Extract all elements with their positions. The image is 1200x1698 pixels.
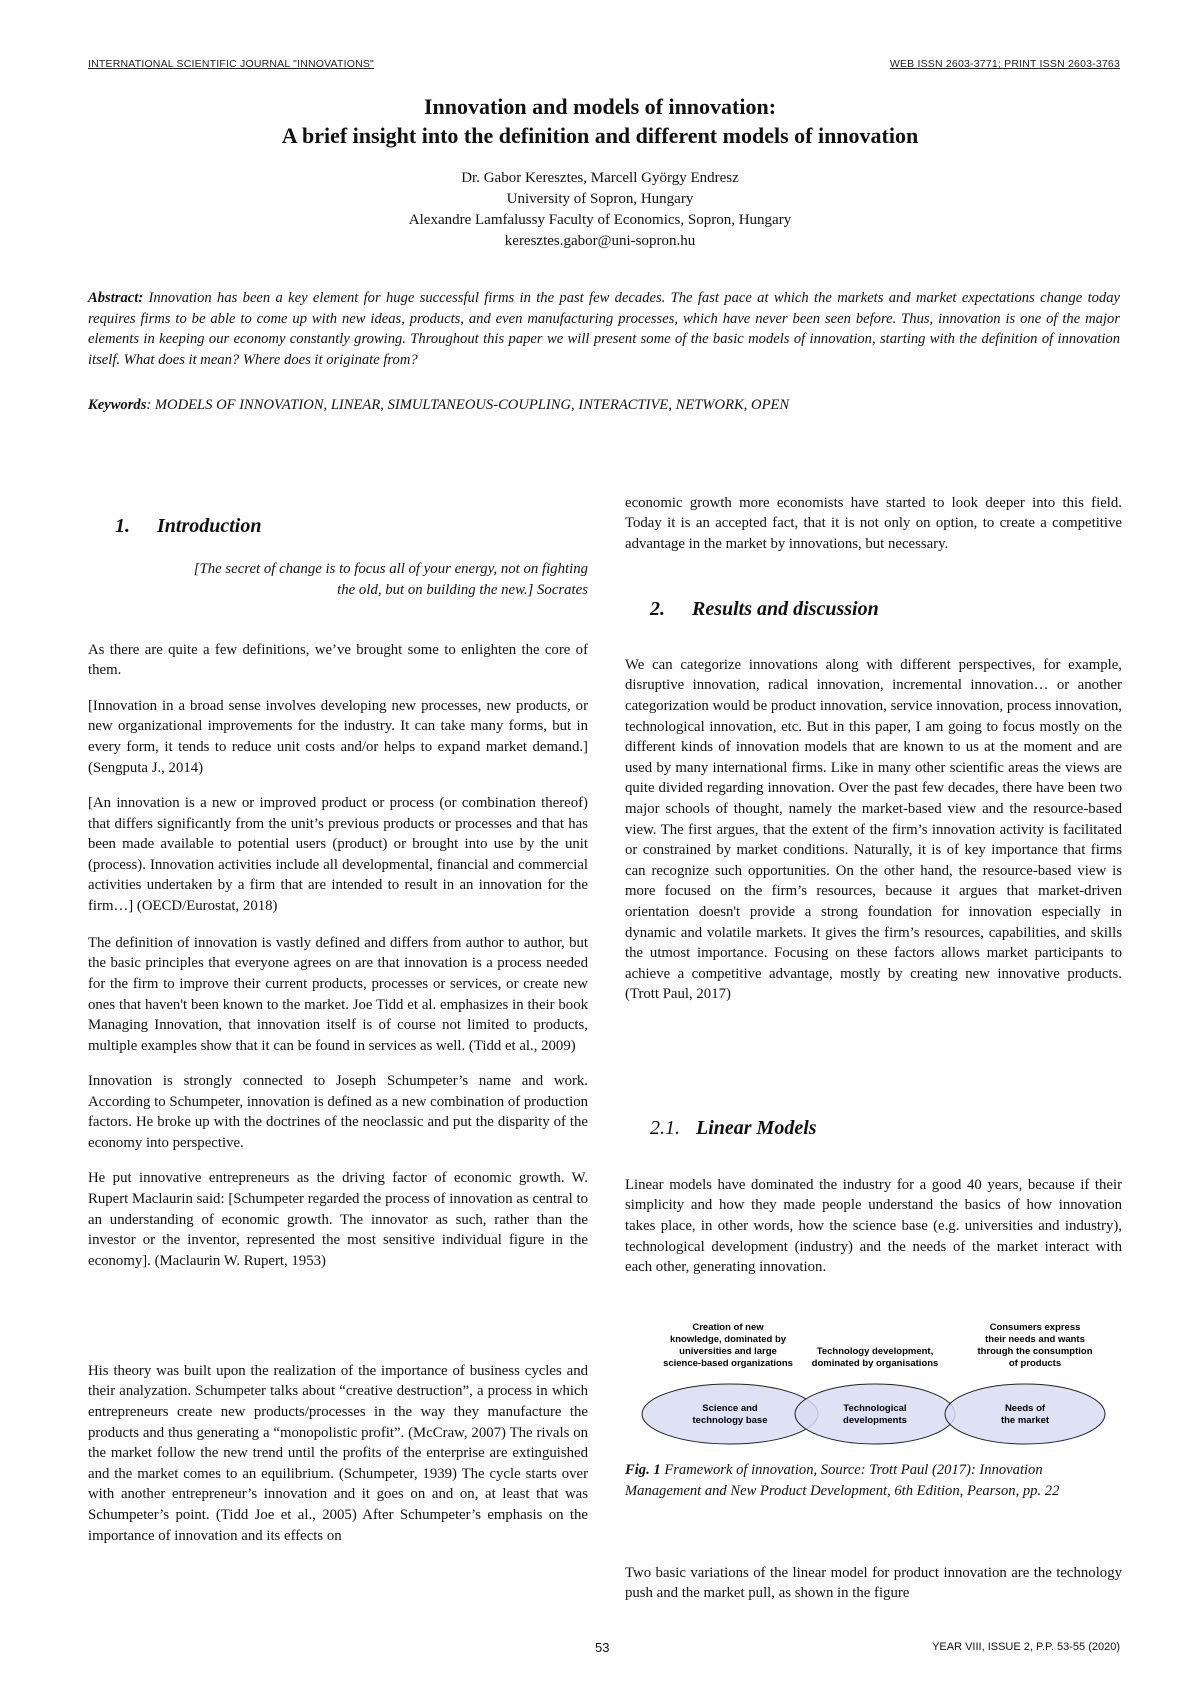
paragraph: Innovation is strongly connected to Joseph Schumpeter’s name and work. According to Schumpeter, innovation is defined as a new combination of production factors. He broke up with the doctrines of the neoclassic and put the disparity of the economy into perspective. [88, 1073, 588, 1151]
fig-text: developments [843, 1415, 907, 1426]
intro-body-1 [88, 625, 588, 931]
author-names: Dr. Gabor Keresztes, Marcell György Endresz [461, 170, 739, 186]
paper-title-line1: Innovation and models of innovation: [423, 94, 777, 119]
author-email: keresztes.gabor@uni-sopron.hu [504, 233, 696, 249]
section-number: 1. [115, 515, 130, 537]
section-title: Linear Models [696, 1117, 817, 1139]
paragraph: His theory was built upon the realization of the importance of business cycles and their analyzation. Schumpeter talks about “creative destruction”, a process in which entrepreneurs create new products/processes in the way they manufacture the products and thus generating a “monopolistic profit”. (McCraw, 2007) The rivals on the market follow the new trend until the profits of the enterprise are extinguished and the market comes to an equilibrium. (Schumpeter, 1939) The cycle starts over with another entrepreneur’s innovation and it goes on and on, at least that was Schumpeter’s point. (Tidd Joe et al., 2005) After Schumpeter’s emphasis on the importance of innovation and its effects on [88, 1362, 588, 1544]
fig-text: their needs and wants [985, 1334, 1085, 1345]
ellipse-market-needs [945, 1384, 1105, 1444]
intro-body-3 [88, 1346, 588, 1561]
section-number: 2. [650, 598, 665, 620]
page-number: 53 [595, 1640, 610, 1655]
section-heading-linear-models [650, 1117, 817, 1140]
linear-body [625, 1160, 1122, 1293]
paragraph: Two basic variations of the linear model for product innovation are the technology push and the market pull, as shown in the figure [625, 1564, 1122, 1602]
fig-text: through the consumption [977, 1346, 1093, 1357]
fig-text: Needs of [1004, 1403, 1046, 1414]
section-title: Introduction [157, 515, 262, 537]
paragraph: economic growth more economists have started to look deeper into this field. Today it is an accepted fact, that it is not only on option, to create a competitive advantage in the market by innovations, but necessary. [625, 494, 1122, 552]
paragraph: As there are quite a few definitions, we’ve brought some to enlighten the core of them. [88, 641, 588, 679]
framework-diagram [630, 1318, 1120, 1458]
author-affiliation-2: Alexandre Lamfalussy Faculty of Economics, Sopron, Hungary [408, 212, 792, 228]
running-header-left: INTERNATIONAL SCIENTIFIC JOURNAL "INNOVATIONS" [88, 58, 374, 70]
section-number: 2.1. [650, 1117, 680, 1139]
abstract-label: Abstract: [88, 290, 144, 306]
epigraph-quote [88, 559, 588, 601]
abstract-text: Innovation has been a key element for huge successful firms in the past few decades. The fast pace at which the markets and market expectations change today requires firms to be able to come up with new ideas, products, and even manufacturing processes, which have never been seen before. Thus, innovation is one of the major elements in keeping our economy constantly growing. Throughout this paper we will present some of the basic models of innovation, starting with the definition of innovation itself. What does it mean? Where does it originate from? [88, 290, 1120, 368]
fig-text: Creation of new [692, 1322, 764, 1333]
paragraph: [Innovation in a broad sense involves developing new processes, new products, or new organizational improvements for the industry. It can take many forms, but in every form, it tends to reduce unit costs and/or helps to expand market demand.] (Sengputa J., 2014) [88, 697, 588, 776]
paragraph: [An innovation is a new or improved product or process (or combination thereof) that differs significantly from the unit’s previous products or processes and that has been made available to potential users (product) or brought into use by the unit (process). Innovation activities include all developmental, financial and commercial activities undertaken by a firm that are intended to result in an innovation for the firm…] (OECD/Eurostat, 2018) [88, 794, 588, 914]
right-body-last [625, 1548, 1122, 1619]
keywords-label: Keywords [88, 397, 147, 413]
caption-text: Framework of innovation, Source: Trott Paul (2017): Innovation Management and New Product Development, 6th Edition, Pearson, pp. 22 [625, 1462, 1060, 1499]
fig-text: universities and large [679, 1346, 777, 1357]
abstract [88, 288, 1120, 370]
fig-text: Science and [702, 1403, 758, 1414]
results-body [625, 640, 1122, 1020]
running-header-right: WEB ISSN 2603-3771; PRINT ISSN 2603-3763 [889, 58, 1120, 70]
section-heading-introduction [115, 515, 261, 538]
fig-text: Consumers express [989, 1322, 1081, 1333]
figure-caption [625, 1460, 1115, 1502]
fig-text: knowledge, dominated by [669, 1334, 787, 1345]
fig-text: dominated by organisations [811, 1358, 939, 1369]
ellipse-science-base [642, 1384, 818, 1444]
keywords [88, 397, 789, 414]
author-block [0, 168, 1200, 252]
fig-text: Technology development, [816, 1346, 934, 1357]
paper-title-line2: A brief insight into the definition and different models of innovation [281, 123, 919, 148]
paragraph: Linear models have dominated the industry for a good 40 years, because if their simplicity and how they made people understand the basics of how innovation takes place, in other words, how the science base (e.g. universities and industry), technological development (industry) and the needs of the market interact with each other, generating innovation. [625, 1176, 1122, 1276]
section-heading-results [650, 598, 879, 621]
quote-line-2: the old, but on building the new.] Socrates [337, 582, 588, 598]
fig-text: Technological [843, 1403, 907, 1414]
section-title: Results and discussion [692, 598, 879, 620]
ellipse-technological-developments [795, 1384, 955, 1444]
framework-figure [630, 1318, 1120, 1458]
fig-text: science-based organizations [663, 1358, 793, 1369]
keywords-text: : MODELS OF INNOVATION, LINEAR, SIMULTANEOUS-COUPLING, INTERACTIVE, NETWORK, OPEN [146, 397, 790, 413]
right-body-0 [625, 478, 1122, 569]
paragraph: He put innovative entrepreneurs as the driving factor of economic growth. W. Rupert Maclaurin said: [Schumpeter regarded the process of innovation as central to an understanding of economic growth. The innovator as such, rather than the investor or the inventor, represented the most sensitive individual figure in the economy]. (Maclaurin W. Rupert, 1953) [88, 1170, 588, 1269]
fig-text: technology base [692, 1415, 768, 1426]
caption-label: Fig. 1 [625, 1462, 661, 1478]
paragraph: We can categorize innovations along with different perspectives, for example, disruptive innovation, radical innovation, incremental innovation… or another categorization would be product innovation, service innovation, process innovation, technological innovation, etc. But in this paper, I am going to focus mostly on the different kinds of innovation models that are known to us at the moment and are used by many international firms. Like in many other scientific areas the views are quite divided regarding innovation. Over the past few decades, there have been two major schools of thought, namely the market-based view and the resource-based view. The first argues, that the extent of the firm’s innovation activity is facilitated or constrained by market conditions. Naturally, it is of key importance that firms can recognize such opportunities. On the other hand, the resource-based view is more focused on the firm’s resources, because it argues that market-driven orientation doesn't provide a strong foundation for innovation especially in dynamic and volatile markets. It gives the firm’s resources, capabilities, and skills the utmost importance. Focusing on these factors allows market participants to achieve a competitive advantage, mostly by creating new innovative products. (Trott Paul, 2017) [625, 656, 1122, 1003]
fig-text: the market [1000, 1415, 1050, 1426]
author-affiliation-1: University of Sopron, Hungary [506, 191, 694, 207]
paragraph: The definition of innovation is vastly defined and differs from author to author, but the basic principles that everyone agrees on are that innovation is a process needed for the firm to improve their current products, processes or services, or create new ones that haven't been known to the market. Joe Tidd et al. emphasizes in their book Managing Innovation, that innovation itself is of course not limited to products, multiple examples show that it can be found in services as well. (Tidd et al., 2009) [88, 934, 588, 1054]
intro-body-2 [88, 918, 588, 1286]
fig-text: of products [1008, 1358, 1062, 1369]
quote-line-1: [The secret of change is to focus all of your energy, not on fighting [193, 561, 588, 577]
footer-issue: YEAR VIII, ISSUE 2, P.P. 53-55 (2020) [932, 1641, 1120, 1653]
